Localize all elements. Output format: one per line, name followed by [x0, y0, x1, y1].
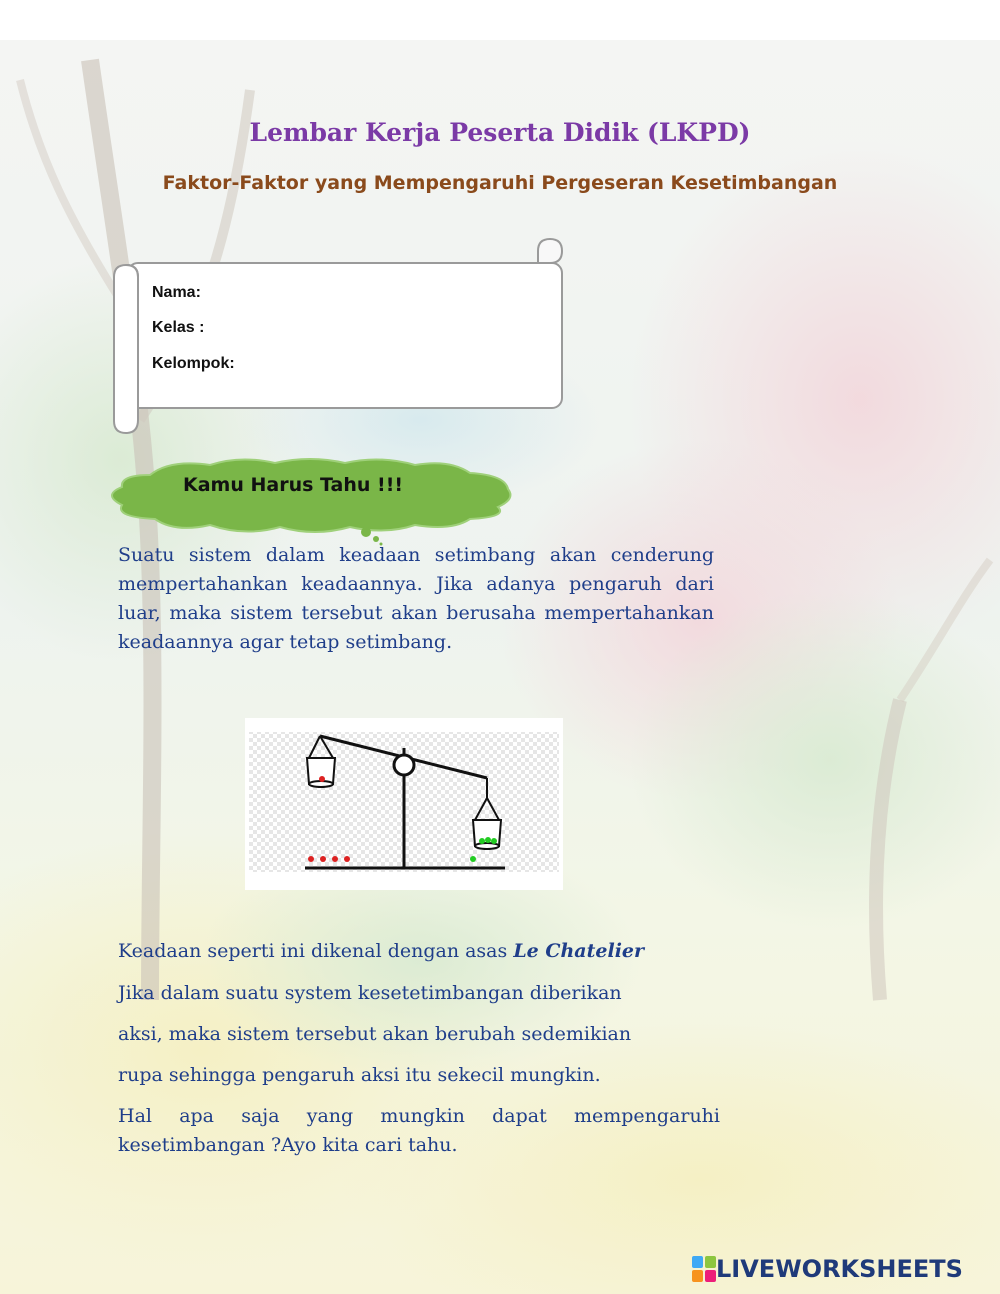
group-label: Kelompok:	[152, 355, 235, 372]
definition-line-2: aksi, maka sistem tersebut akan berubah sedemikian	[118, 1023, 632, 1045]
definition-line-1: Jika dalam suatu system kesetetimbangan diberikan	[118, 982, 622, 1004]
principle-prefix: Keadaan seperti ini dikenal dengan asas	[118, 940, 514, 962]
class-label: Kelas :	[152, 319, 205, 336]
page-title: Lembar Kerja Peserta Didik (LKPD)	[249, 118, 751, 147]
principle-line	[118, 940, 644, 962]
closing-paragraph: Hal apa saja yang mungkin dapat mempengaruhi kesetimbangan ?Ayo kita cari tahu.	[118, 1105, 720, 1156]
page-subtitle: Faktor-Faktor yang Mempengaruhi Pergeseran Kesetimbangan	[162, 172, 838, 194]
name-label: Nama:	[152, 284, 201, 301]
liveworksheets-brand: LIVEWORKSHEETS	[716, 1255, 963, 1283]
balance-scale-icon	[245, 718, 563, 890]
liveworksheets-logo	[692, 1254, 963, 1284]
intro-paragraph: Suatu sistem dalam keadaan setimbang akan cenderung mempertahankan keadaannya. Jika adanya pengaruh dari luar, maka sistem tersebut akan berusaha mempertahankan keadaannya agar tetap setimbang.	[118, 544, 714, 653]
definition-line-3: rupa sehingga pengaruh aksi itu sekecil mungkin.	[118, 1064, 601, 1086]
identity-scroll-frame	[110, 235, 570, 440]
cloud-callout	[100, 455, 520, 555]
principle-name: Le Chatelier	[513, 940, 645, 962]
liveworksheets-icon	[692, 1256, 716, 1282]
callout-label: Kamu Harus Tahu !!!	[183, 474, 404, 496]
